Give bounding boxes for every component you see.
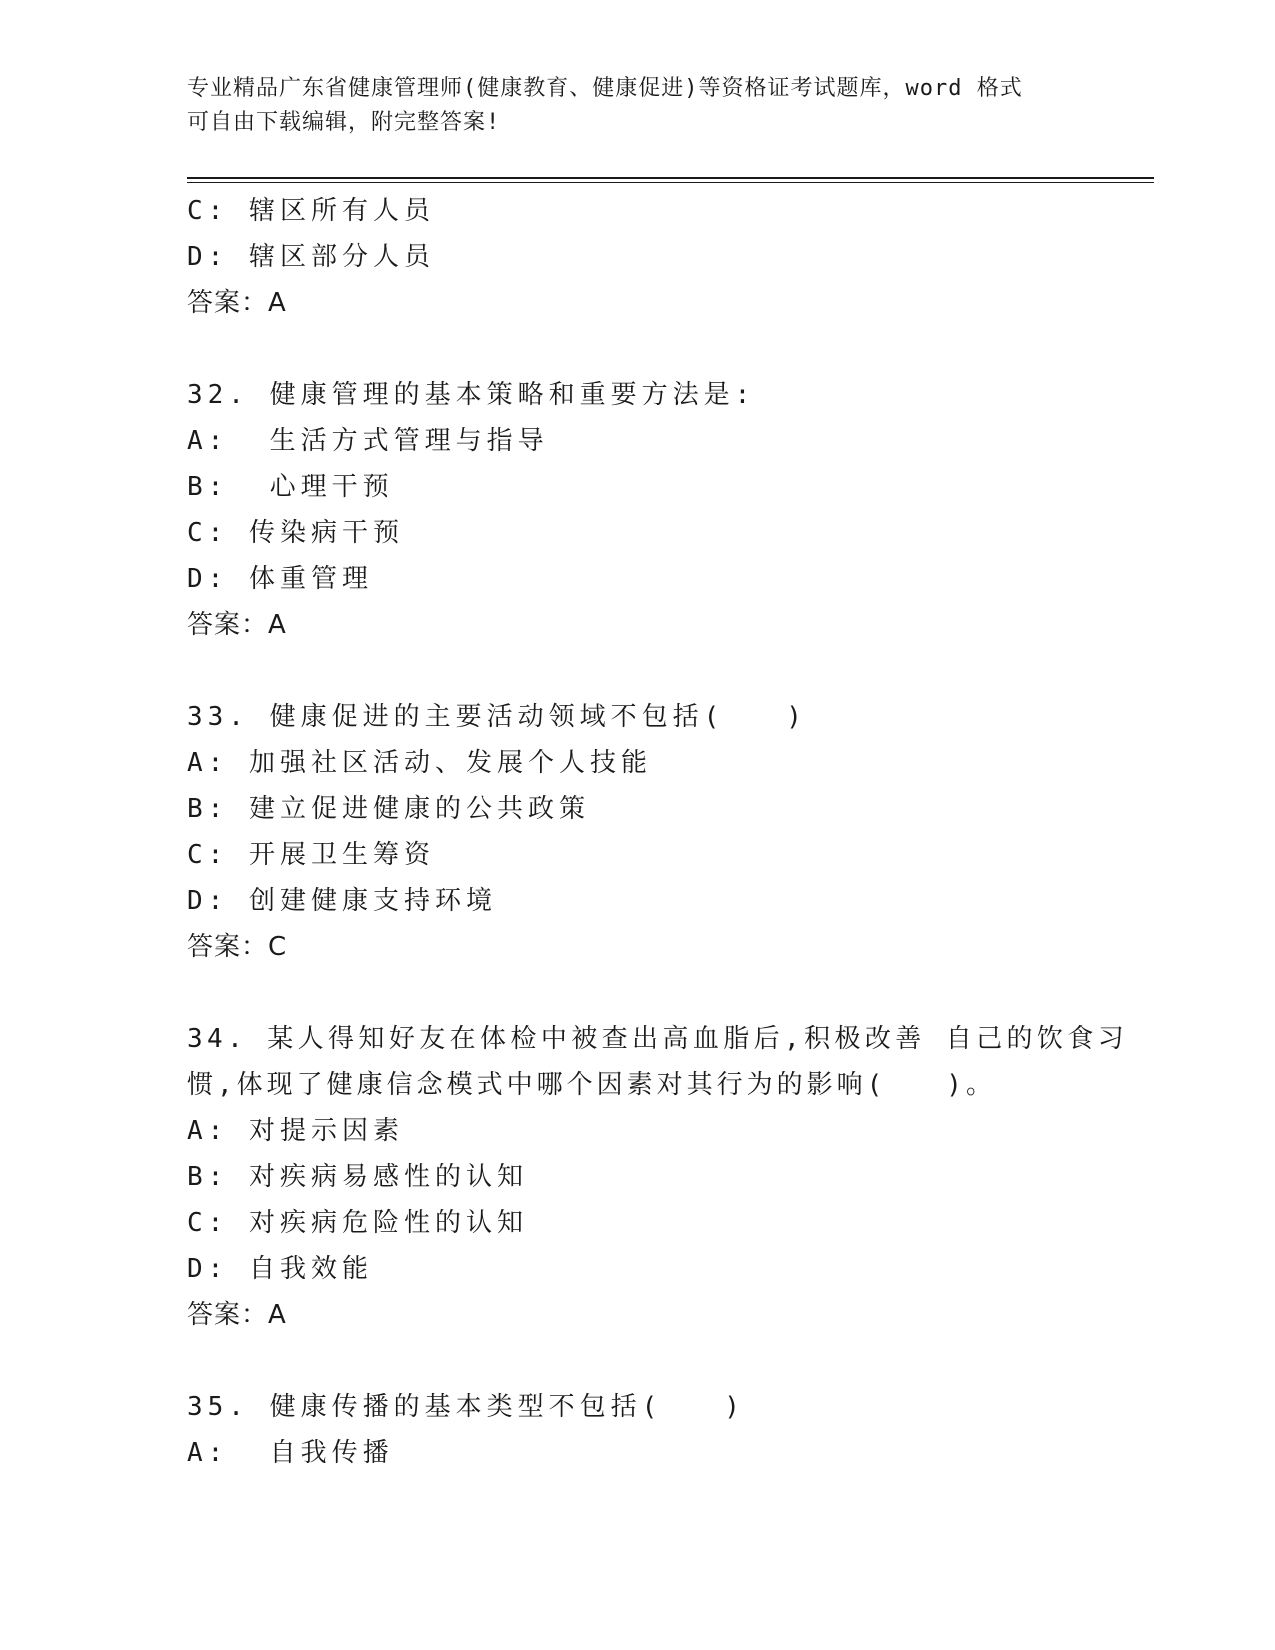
option-a: A: 加强社区活动、发展个人技能 <box>187 748 652 778</box>
option-d: D: 体重管理 <box>187 564 373 594</box>
option-b: B: 心理干预 <box>187 472 394 502</box>
spacer <box>187 648 1137 694</box>
option-d: D: 辖区部分人员 <box>187 242 435 272</box>
option-b: B: 建立促进健康的公共政策 <box>187 794 590 824</box>
option-c: C: 开展卫生筹资 <box>187 840 435 870</box>
document-header <box>187 72 1087 140</box>
spacer <box>187 1338 1137 1384</box>
header-title-line-2: 可自由下载编辑，附完整答案! <box>187 110 501 135</box>
question-stem: 33. 健康促进的主要活动领域不包括( ) <box>187 702 807 732</box>
option-d: D: 自我效能 <box>187 1254 373 1284</box>
option-c: C: 对疾病危险性的认知 <box>187 1208 528 1238</box>
spacer <box>187 326 1137 372</box>
question-34 <box>187 1016 1137 1338</box>
question-stem-line-2: 惯,体现了健康信念模式中哪个因素对其行为的影响( )。 <box>187 1070 996 1100</box>
header-rule-thin <box>187 182 1154 183</box>
question-list <box>187 188 1137 1476</box>
option-a: A: 对提示因素 <box>187 1116 404 1146</box>
header-title-line-1: 专业精品广东省健康管理师(健康教育、健康促进)等资格证考试题库，word 格式 <box>187 76 1023 101</box>
spacer <box>187 970 1137 1016</box>
question-31-continued <box>187 188 1137 326</box>
question-33 <box>187 694 1137 970</box>
option-d: D: 创建健康支持环境 <box>187 886 497 916</box>
option-b: B: 对疾病易感性的认知 <box>187 1162 528 1192</box>
option-a: A: 自我传播 <box>187 1438 394 1468</box>
question-35 <box>187 1384 1137 1476</box>
question-32 <box>187 372 1137 648</box>
question-stem: 35. 健康传播的基本类型不包括( ) <box>187 1392 745 1422</box>
option-c: C: 传染病干预 <box>187 518 404 548</box>
header-rule-thick <box>187 177 1154 179</box>
option-c: C: 辖区所有人员 <box>187 196 435 226</box>
answer-line: 答案：C <box>187 932 288 962</box>
option-a: A: 生活方式管理与指导 <box>187 426 549 456</box>
question-stem-line-1: 34. 某人得知好友在体检中被查出高血脂后,积极改善 自己的饮食习 <box>187 1024 1129 1054</box>
answer-line: 答案：A <box>187 1300 287 1330</box>
answer-line: 答案：A <box>187 610 287 640</box>
question-stem: 32. 健康管理的基本策略和重要方法是: <box>187 380 756 410</box>
answer-line: 答案：A <box>187 288 287 318</box>
